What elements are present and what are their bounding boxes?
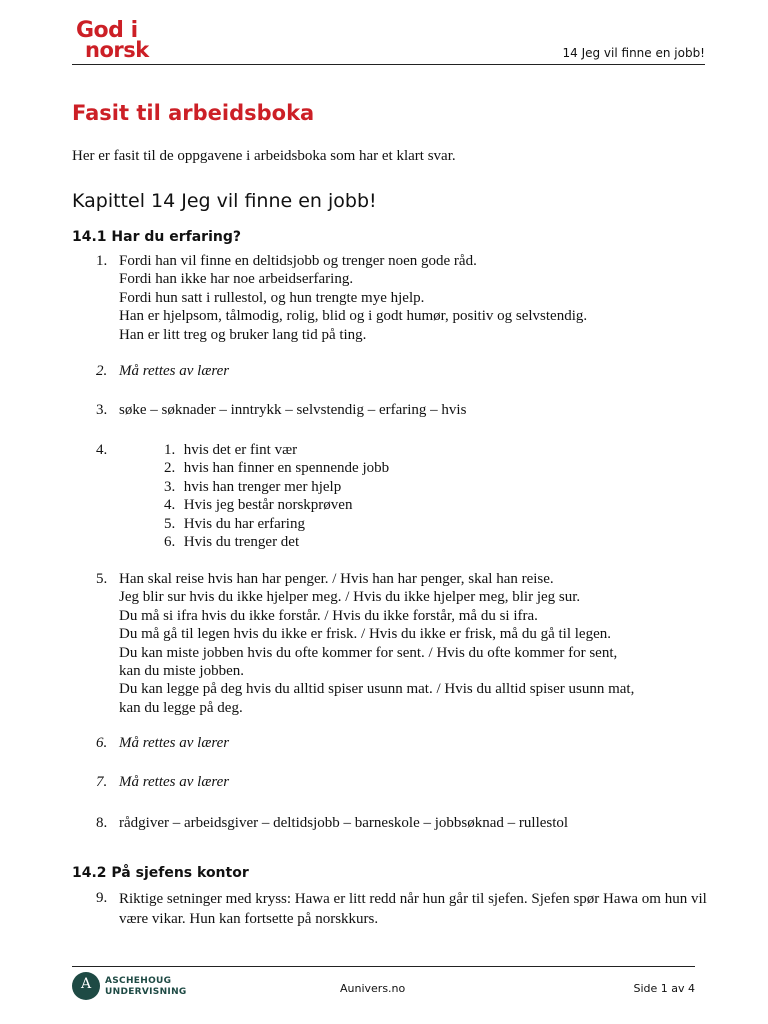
section-heading-14-1: 14.1 Har du erfaring? <box>72 229 241 245</box>
item-number: 7. <box>96 774 108 790</box>
sub-list-item: 3. hvis han trenger mer hjelp <box>164 478 342 495</box>
item-body: Må rettes av lærer <box>119 735 230 751</box>
item-number: 9. <box>96 890 108 906</box>
item-number: 1. <box>96 253 108 269</box>
item-body: søke – søknader – inntrykk – selvstendig – erfaring – hvis <box>119 402 467 418</box>
item-body: Må rettes av lærer <box>119 363 230 379</box>
answer-line: kan du legge på deg. <box>119 699 243 716</box>
answer-line: Han er hjelpsom, tålmodig, rolig, blid og i godt humør, positiv og selvstendig. <box>119 308 588 325</box>
sub-list <box>164 441 389 551</box>
header-divider <box>72 64 705 65</box>
sub-list-item: 4. Hvis jeg består norskprøven <box>164 497 353 514</box>
answer-line: Du kan miste jobben hvis du ofte kommer for sent. / Hvis du ofte kommer for sent, <box>119 644 618 661</box>
sub-list-item: 5. Hvis du har erfaring <box>164 515 305 532</box>
intro-text: Her er fasit til de oppgavene i arbeidsboka som har et klart svar. <box>72 148 456 164</box>
item-number: 6. <box>96 735 108 751</box>
answer-line: Fordi han vil finne en deltidsjobb og trenger noen gode råd. <box>119 253 477 269</box>
item-body <box>119 570 709 717</box>
item-body: Riktige setninger med kryss: Hawa er litt redd når hun går til sjefen. Sjefen spør Hawa om hun vil være vikar. Hun kan fortsette på norskkurs. <box>119 891 707 927</box>
logo-text-line1: God i <box>76 18 138 43</box>
item-number: 2. <box>96 363 108 379</box>
answer-line: Du må gå til legen hvis du ikke er frisk. / Hvis du ikke er frisk, må du gå til legen. <box>119 626 611 643</box>
logo-text-line2: norsk <box>85 38 149 62</box>
footer-site-link[interactable]: Aunivers.no <box>340 982 406 995</box>
item-body <box>119 252 709 344</box>
chapter-heading: Kapittel 14 Jeg vil finne en jobb! <box>72 190 377 212</box>
answer-line: Du kan legge på deg hvis du alltid spiser usunn mat. / Hvis du alltid spiser usunn mat, <box>119 681 635 698</box>
sub-list-item: 2. hvis han finner en spennende jobb <box>164 460 390 477</box>
answer-line: Du må si ifra hvis du ikke forstår. / Hvis du ikke forstår, må du si ifra. <box>119 607 538 624</box>
item-body: rådgiver – arbeidsgiver – deltidsjobb – barneskole – jobbsøknad – rullestol <box>119 815 569 831</box>
publisher-mark-icon: A <box>72 972 100 1000</box>
answer-line: Han skal reise hvis han har penger. / Hvis han har penger, skal han reise. <box>119 571 554 587</box>
answer-line: Fordi han ikke har noe arbeidserfaring. <box>119 271 354 288</box>
sub-list-item: 1. hvis det er fint vær <box>164 442 298 458</box>
item-number: 8. <box>96 815 108 831</box>
answer-line: kan du miste jobben. <box>119 663 244 680</box>
answer-line: Jeg blir sur hvis du ikke hjelper meg. / Hvis du ikke hjelper meg, blir jeg sur. <box>119 589 581 606</box>
page-title: Fasit til arbeidsboka <box>72 101 315 125</box>
page-number: Side 1 av 4 <box>633 982 695 995</box>
answer-line: Han er litt treg og bruker lang tid på ting. <box>119 326 367 343</box>
footer-divider <box>72 966 695 967</box>
answer-line: Fordi hun satt i rullestol, og hun trengte mye hjelp. <box>119 289 425 306</box>
header-chapter-title: 14 Jeg vil finne en jobb! <box>562 46 705 60</box>
item-number: 3. <box>96 402 108 418</box>
item-number: 5. <box>96 571 108 587</box>
publisher-name: ASCHEHOUG UNDERVISNING <box>105 976 187 997</box>
section-heading-14-2: 14.2 På sjefens kontor <box>72 865 249 881</box>
god-i-norsk-logo <box>76 18 160 62</box>
aschehoug-logo <box>72 970 187 1002</box>
sub-list-item: 6. Hvis du trenger det <box>164 534 300 551</box>
item-body: Må rettes av lærer <box>119 774 230 790</box>
item-number: 4. <box>96 442 108 458</box>
